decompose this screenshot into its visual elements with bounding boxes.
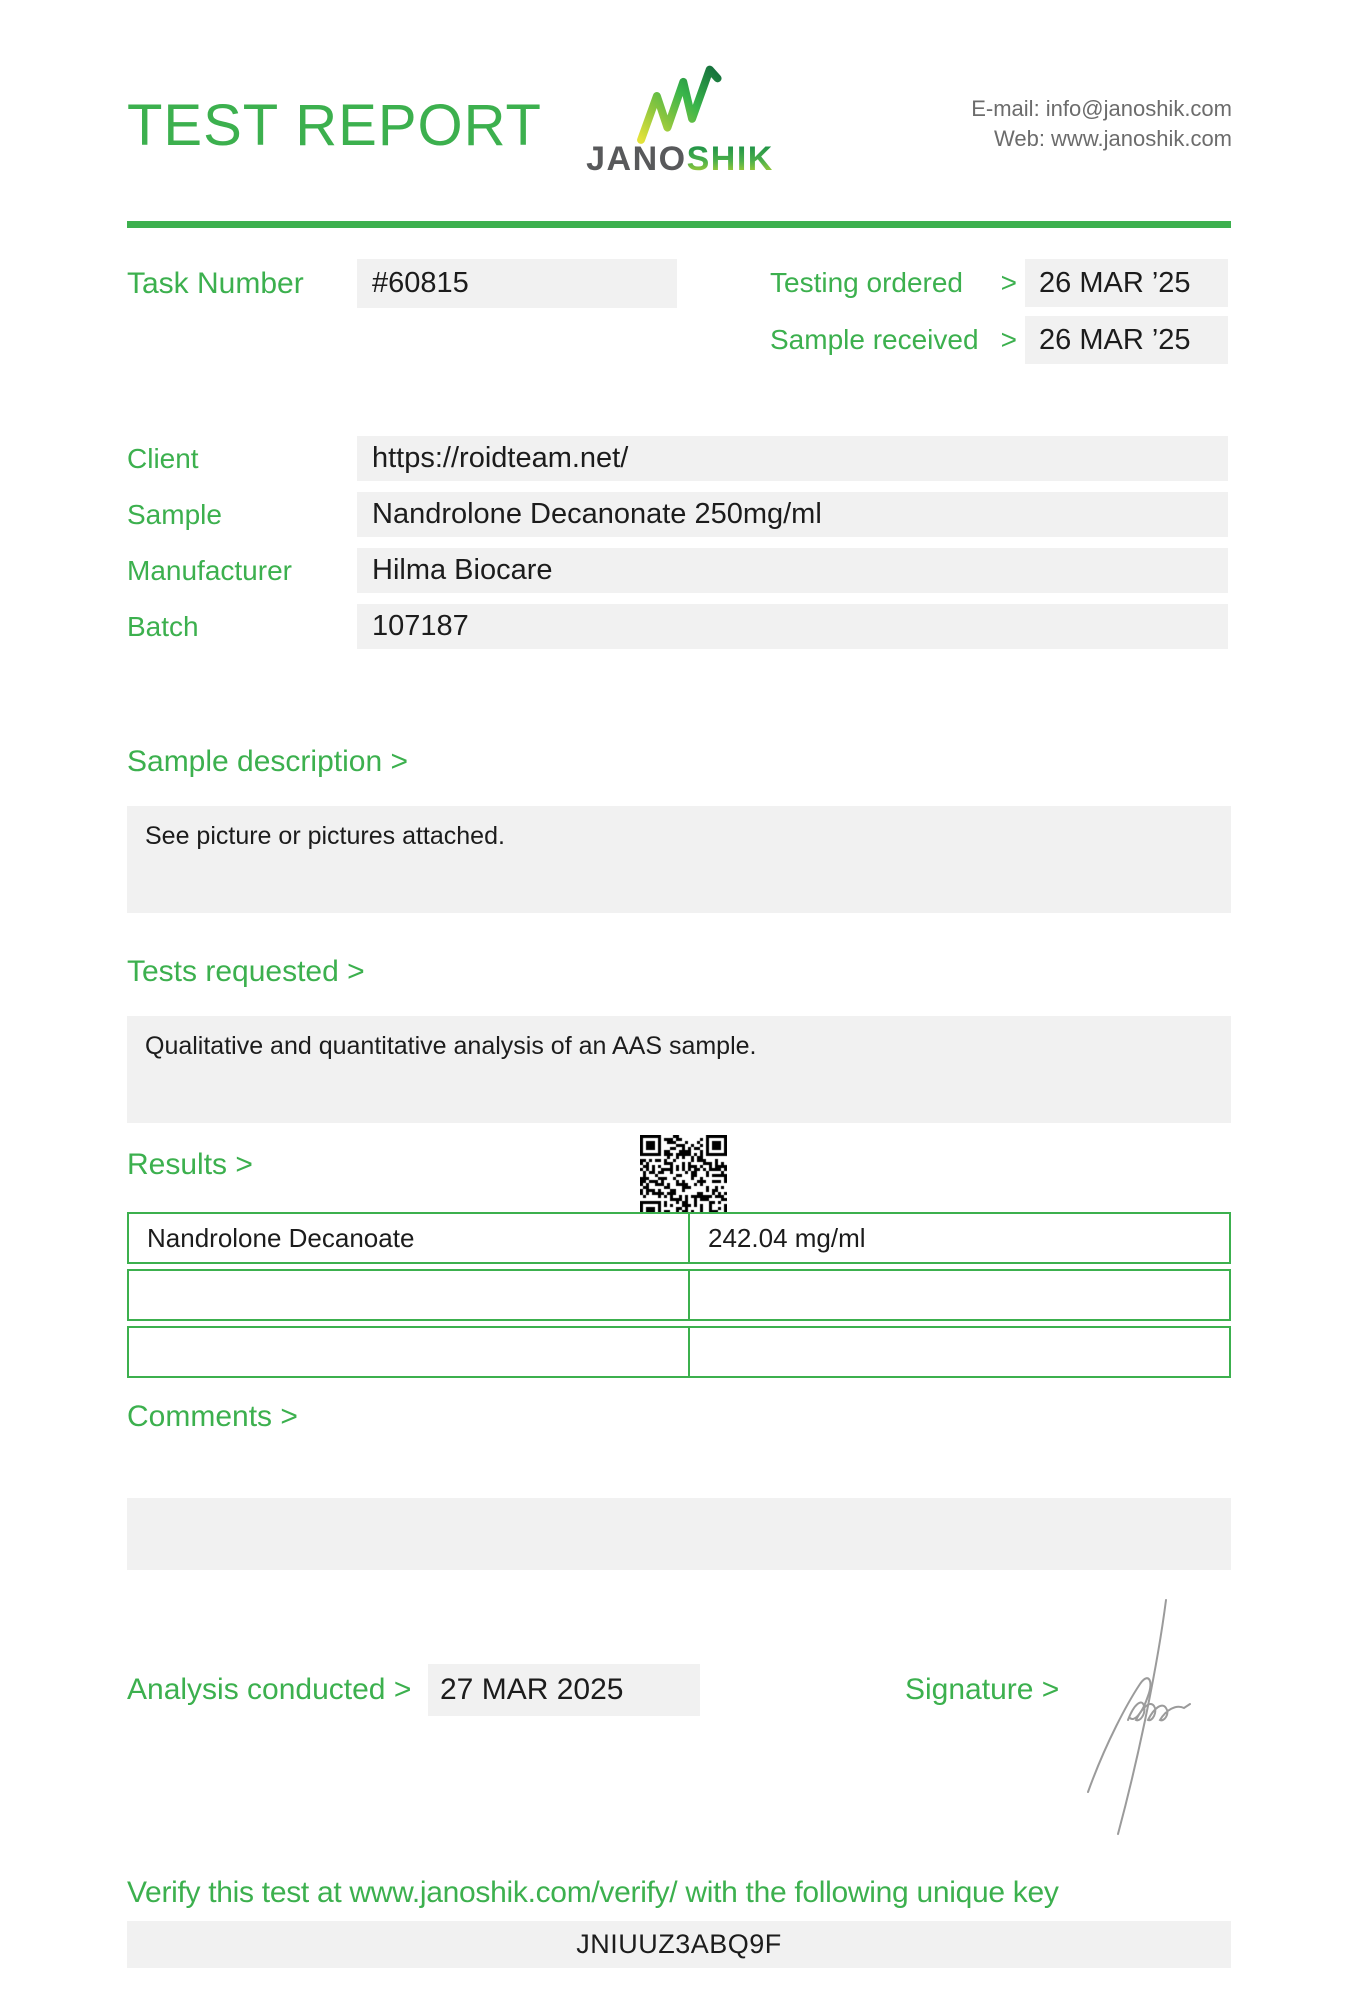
manufacturer-field <box>357 548 1228 593</box>
result-substance-cell <box>129 1271 690 1319</box>
client-value: https://roidteam.net/ <box>372 442 629 474</box>
janoshik-chart-logo-icon <box>634 60 722 146</box>
client-label: Client <box>127 443 199 474</box>
comments-heading: Comments > <box>127 1400 298 1433</box>
unique-key-field <box>127 1921 1231 1968</box>
analysis-conducted-label: Analysis conducted > <box>127 1673 412 1706</box>
batch-value: 107187 <box>372 610 469 642</box>
sample-label: Sample <box>127 499 222 530</box>
sample-field <box>357 492 1228 537</box>
sample-description-heading: Sample description > <box>127 745 408 778</box>
result-substance-cell: Nandrolone Decanoate <box>129 1214 690 1262</box>
result-value-cell: 242.04 mg/ml <box>708 1223 866 1253</box>
client-field <box>357 436 1228 481</box>
chevron-right-icon: > <box>1000 267 1017 298</box>
manufacturer-value: Hilma Biocare <box>372 554 553 586</box>
testing-ordered-label <box>770 259 1017 307</box>
contact-block <box>971 94 1232 154</box>
task-number-field <box>357 259 677 308</box>
task-number-value: #60815 <box>372 267 469 299</box>
sample-received-value: 26 MAR ’25 <box>1039 324 1191 356</box>
results-table-row <box>127 1326 1231 1378</box>
results-table-row <box>127 1269 1231 1321</box>
contact-email: E-mail: info@janoshik.com <box>971 96 1232 121</box>
results-table-row <box>127 1212 1231 1264</box>
tests-requested-heading: Tests requested > <box>127 955 365 988</box>
contact-web: Web: www.janoshik.com <box>993 126 1232 151</box>
sample-received-label <box>770 316 1017 364</box>
result-value-cell <box>690 1328 1229 1376</box>
logo-text-shik: SHIK <box>686 140 774 178</box>
results-table <box>127 1212 1231 1383</box>
manufacturer-label: Manufacturer <box>127 555 292 586</box>
chevron-right-icon: > <box>1000 324 1017 355</box>
sample-received-text: Sample received <box>770 324 979 355</box>
signature-image <box>1078 1592 1198 1842</box>
testing-ordered-field <box>1025 259 1228 307</box>
sample-description-box <box>127 806 1231 913</box>
sample-value: Nandrolone Decanonate 250mg/ml <box>372 498 822 530</box>
tests-requested-content: Qualitative and quantitative analysis of an AAS sample. <box>145 1032 757 1060</box>
comments-box <box>127 1498 1231 1570</box>
result-substance-cell <box>129 1328 690 1376</box>
batch-field <box>357 604 1228 649</box>
tests-requested-box <box>127 1016 1231 1123</box>
header-divider <box>127 221 1231 228</box>
analysis-conducted-field <box>428 1664 700 1716</box>
sample-description-content: See picture or pictures attached. <box>145 822 505 850</box>
testing-ordered-text: Testing ordered <box>770 267 964 298</box>
logo-text-jano: JANO <box>586 140 687 178</box>
analysis-conducted-value: 27 MAR 2025 <box>440 1673 624 1706</box>
result-value-cell <box>690 1271 1229 1319</box>
testing-ordered-value: 26 MAR ’25 <box>1039 267 1191 299</box>
batch-label: Batch <box>127 611 199 642</box>
results-heading: Results > <box>127 1148 253 1181</box>
janoshik-logo-text <box>575 140 785 179</box>
qr-code <box>640 1135 727 1222</box>
verify-instruction: Verify this test at www.janoshik.com/verify/ with the following unique key <box>127 1876 1059 1909</box>
sample-received-field <box>1025 316 1228 364</box>
signature-label: Signature > <box>905 1673 1060 1706</box>
unique-key-value: JNIUUZ3ABQ9F <box>576 1929 782 1959</box>
page-title: TEST REPORT <box>127 93 542 158</box>
task-number-label: Task Number <box>127 267 304 300</box>
